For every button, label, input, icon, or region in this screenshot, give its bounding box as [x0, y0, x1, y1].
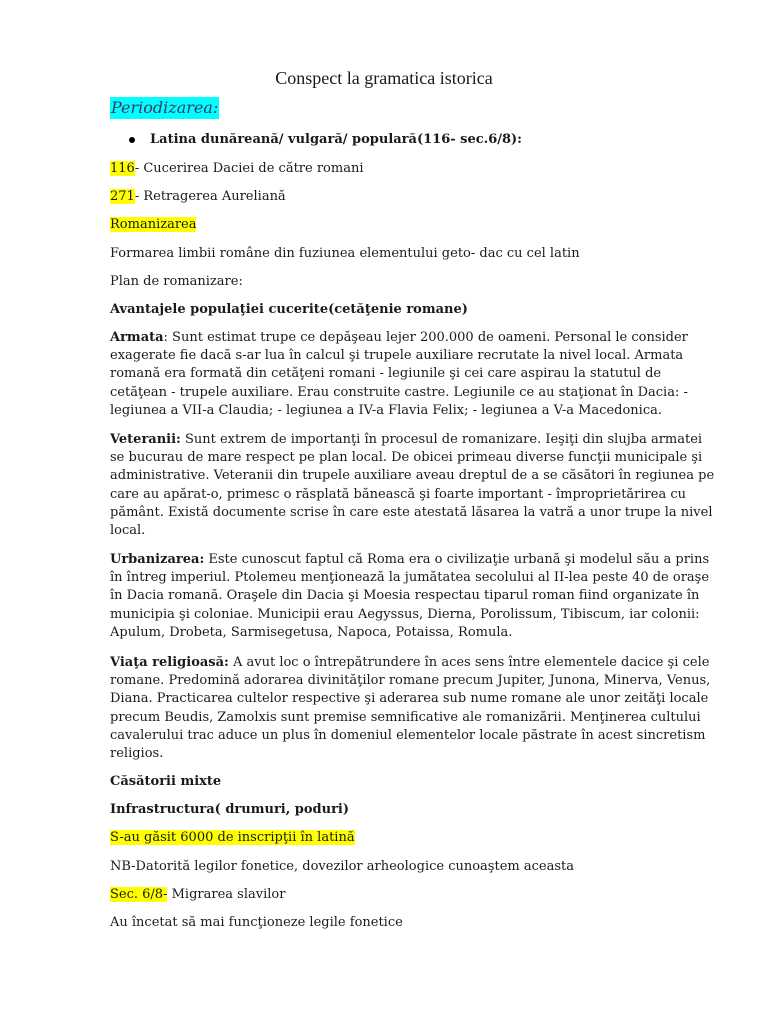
page-title: Conspect la gramatica istorica — [275, 68, 493, 88]
veterans-paragraph: Veteranii: Sunt extrem de importanţi în procesul de romanizare. Ieşiţi din slujba armatei se bucurau de mare respect pe plan local. De obicei primeau diverse funcţii municipale şi administrative. Veteranii din trupele auxiliare aveau dreptul de a se căsători în regiunea pe care au apărat-o, primesc o răsplată bănească şi foarte important - împroprietărirea cu pământ. Există documente scrise în care este atestată lăsarea la vatră a unor trupe la nivel local. — [110, 432, 715, 539]
formation-text: Formarea limbii române din fuziunea elementului geto- dac cu cel latin — [110, 246, 580, 261]
advantages-heading: Avantajele populaţiei cucerite(cetăţenie romane) — [110, 302, 468, 317]
phonetic-text: Au încetat să mai funcţioneze legile fonetice — [110, 915, 403, 930]
mixed-marriages-heading: Căsătorii mixte — [110, 774, 222, 789]
sec-label: Sec. 6/8- — [110, 887, 168, 902]
event-271 — [110, 188, 286, 206]
bullet-icon — [129, 137, 135, 143]
urbanization-label: Urbanizarea: — [110, 552, 205, 567]
religion-label: Viaţa religioasă: — [110, 655, 229, 670]
event-year: 116 — [110, 161, 135, 176]
nb-text: NB-Datorită legilor fonetice, dovezilor arheologice cunoaştem aceasta — [110, 859, 574, 874]
bullet-item: Latina dunăreană/ vulgară/ populară(116- sec.6/8): — [150, 132, 522, 147]
inscriptions-text: S-au găsit 6000 de inscripţii în latină — [110, 830, 355, 845]
religion-paragraph: Viaţa religioasă: A avut loc o întrepătrundere în aces sens între elementele dacice şi cele romane. Predomină adorarea divinităţilor romane precum Jupiter, Junona, Minerva, Venus, Diana. Practicarea cultelor respective şi aderarea sub nume romane ale unor zeităţi locale precum Beudis, Zamolxis sunt premise semnificative ale romanizării. Menţinerea cultului cavalerului trac aduce un plus în domeniul elementelor locale păstrate în acest sincretism religios. — [110, 655, 711, 762]
army-paragraph: Armata: Sunt estimat trupe ce depăşeau lejer 200.000 de oameni. Personal le consider exagerate fie dacă s-ar lua în calcul şi trupele auxiliare recrutate la nivel local. Armata romană era formată din cetăţeni romani - legiunile şi cei care aspirau la statutul de cetăţean - trupele auxiliare. Erau construite castre. Legiunile ce au staţionat în Dacia: - legiunea a VII-a Claudia; - legiunea a IV-a Flavia Felix; - legiunea a V-a Macedonica. — [110, 330, 688, 418]
romanization-heading: Romanizarea — [110, 217, 197, 232]
veterans-label: Veteranii: — [110, 432, 181, 447]
plan-text: Plan de romanizare: — [110, 274, 243, 289]
event-text: - Cucerirea Daciei de către romani — [134, 161, 364, 176]
army-label: Armata — [110, 330, 164, 345]
event-text: - Retragerea Aureliană — [134, 189, 286, 204]
periodization-heading: Periodizarea: — [111, 98, 219, 117]
event-year: 271 — [110, 189, 135, 204]
urbanization-paragraph: Urbanizarea: Este cunoscut faptul că Roma era o civilizaţie urbană şi modelul său a prins în întreg imperiul. Ptolemeu menţionează la jumătatea secolului al II-lea peste 40 de oraşe în Dacia romană. Oraşele din Dacia şi Moesia respectau tiparul roman fiind organizate în municipia şi coloniae. Municipii erau Aegyssus, Dierna, Porolissum, Tibiscum, iar colonii: Apulum, Drobeta, Sarmisegetusa, Napoca, Potaissa, Romula. — [110, 552, 710, 640]
event-116 — [110, 160, 364, 178]
infrastructure-heading: Infrastructura( drumuri, poduri) — [110, 802, 350, 817]
sec-text: Sec. 6/8- Migrarea slavilor — [110, 887, 286, 902]
